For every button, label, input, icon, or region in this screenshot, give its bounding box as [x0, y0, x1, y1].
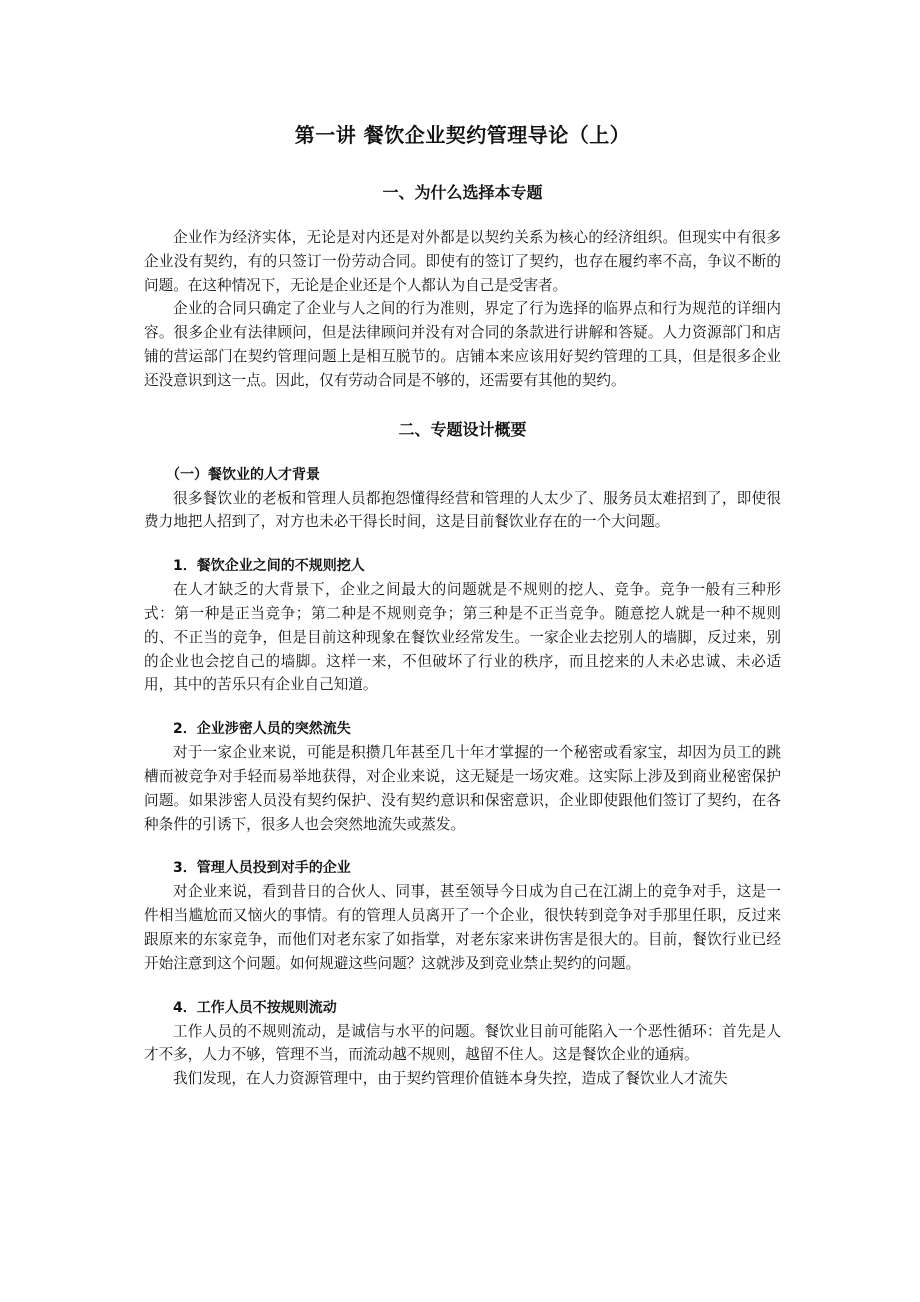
spacer: [144, 534, 781, 554]
spacer: [144, 697, 781, 717]
paragraph: 企业作为经济实体，无论是对内还是对外都是以契约关系为核心的经济组织。但现实中有很多企业没有契约，有的只签订一份劳动合同。即使有的签订了契约，也存在履约率不高，争议不断的问题。在这种情况下，无论是企业还是个人都认为自己是受害者。: [144, 229, 781, 294]
item-heading-3: 3．管理人员投到对手的企业: [173, 860, 351, 877]
paragraph: 企业的合同只确定了企业与人之间的行为准则，界定了行为选择的临界点和行为规范的详细内容。很多企业有法律顾问，但是法律顾问并没有对合同的条款进行讲解和答疑。人力资源部门和店铺的营运部门在契约管理问题上是相互脱节的。店铺本来应该用好契约管理的工具，但是很多企业还没意识到这一点。因此，仅有劳动合同是不够的，还需要有其他的契约。: [144, 300, 781, 389]
paragraph: 对企业来说，看到昔日的合伙人、同事，甚至领导今日成为自己在江湖上的竞争对手，这是一件相当尴尬而又恼火的事情。有的管理人员离开了一个企业，很快转到竞争对手那里任职，反过来跟原来的东家竞争，而他们对老东家了如指掌，对老东家来讲伤害是很大的。目前，餐饮行业已经开始注意到这个问题。如何规避这些问题？这就涉及到竞业禁止契约的问题。: [144, 883, 781, 972]
section-heading-1: 一、为什么选择本专题: [382, 183, 543, 202]
item-heading-1: 1．餐饮企业之间的不规则挖人: [173, 558, 365, 575]
item-heading-2: 2．企业涉密人员的突然流失: [173, 721, 351, 738]
spacer: [144, 393, 781, 417]
paragraph: 对于一家企业来说，可能是积攒几年甚至几十年才掌握的一个秘密或看家宝，却因为员工的跳槽而被竞争对手轻而易举地获得，对企业来说，这无疑是一场灾难。这实际上涉及到商业秘密保护问题。如果涉密人员没有契约保护、没有契约意识和保密意识，企业即使跟他们签订了契约，在各种条件的引诱下，很多人也会突然地流失或蒸发。: [144, 744, 781, 833]
paragraph: 在人才缺乏的大背景下，企业之间最大的问题就是不规则的挖人、竞争。竞争一般有三种形式：第一种是正当竞争；第二种是不规则竞争；第三种是不正当竞争。随意挖人就是一种不规则的、不正当的竞争，但是目前这种现象在餐饮业经常发生。一家企业去挖别人的墙脚，反过来，别的企业也会挖自己的墙脚。这样一来，不但破坏了行业的秩序，而且挖来的人未必忠诚、未必适用，其中的苦乐只有企业自己知道。: [144, 581, 781, 694]
section-heading-2: 二、专题设计概要: [398, 419, 527, 439]
item-heading-4: 4．工作人员不按规则流动: [173, 999, 337, 1016]
paragraph: 工作人员的不规则流动，是诚信与水平的问题。餐饮业目前可能陷入一个恶性循环：首先是人才不多，人力不够，管理不当，而流动越不规则，越留不住人。这是餐饮企业的通病。: [144, 1022, 781, 1064]
document-title: 第一讲 餐饮企业契约管理导论（上）: [294, 123, 631, 147]
document-body: [144, 120, 781, 1091]
paragraph: 我们发现，在人力资源管理中，由于契约管理价值链本身失控，造成了餐饮业人才流失: [173, 1070, 728, 1088]
spacer: [144, 976, 781, 996]
subsection-heading: （一）餐饮业的人才背景: [166, 466, 320, 483]
paragraph: 很多餐饮业的老板和管理人员都抱怨懂得经营和管理的人太少了、服务员太难招到了，即使很费力地把人招到了，对方也未必干得长时间，这是目前餐饮业存在的一个大问题。: [144, 489, 781, 531]
spacer: [144, 836, 781, 856]
